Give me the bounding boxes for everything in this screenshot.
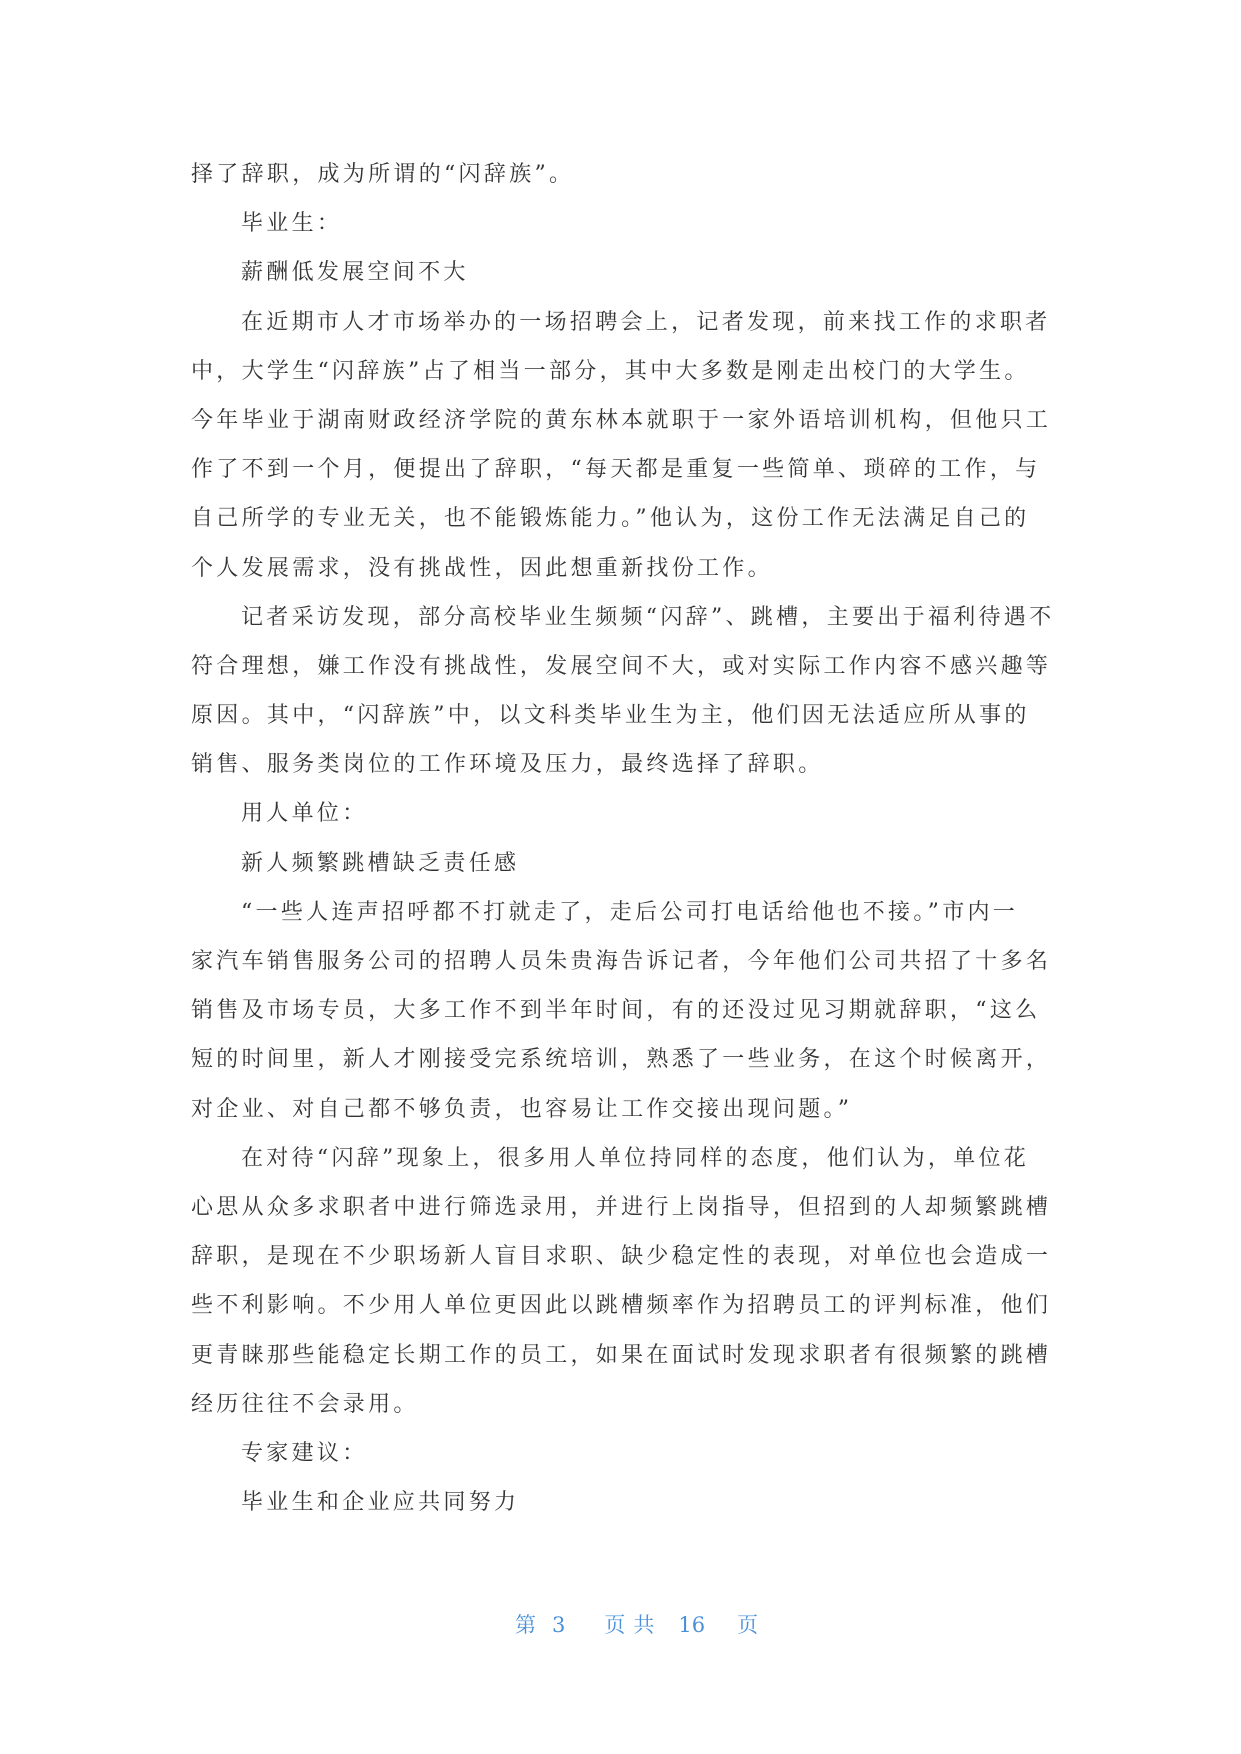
text-line: 中，大学生“闪辞族”占了相当一部分，其中大多数是刚走出校门的大学生。 — [191, 358, 1030, 384]
paragraph-continued — [191, 150, 1091, 199]
text-line: 短的时间里，新人才刚接受完系统培训，熟悉了一些业务，在这个时候离开， — [191, 1047, 1052, 1073]
footer-middle: 页共 — [604, 1613, 663, 1637]
text-line: 辞职，是现在不少职场新人盲目求职、缺少稳定性的表现，对单位也会造成一 — [191, 1244, 1052, 1270]
text-line: 专家建议： — [241, 1440, 368, 1466]
text-line: 经历往往不会录用。 — [191, 1391, 419, 1417]
subheading-employers — [191, 839, 1091, 888]
text-line: 家汽车销售服务公司的招聘人员朱贵海告诉记者，今年他们公司共招了十多名 — [191, 949, 1052, 974]
paragraph — [191, 888, 1091, 1134]
paragraph — [191, 298, 1091, 593]
text-line: 在对待“闪辞”现象上，很多用人单位持同样的态度，他们认为，单位花 — [241, 1145, 1030, 1171]
text-line: 个人发展需求，没有挑战性，因此想重新找份工作。 — [191, 555, 773, 581]
paragraph — [191, 593, 1091, 790]
document-body — [191, 150, 1091, 1527]
footer-prefix: 第 — [515, 1613, 536, 1637]
subheading-experts — [191, 1478, 1091, 1527]
text-line: 择了辞职，成为所谓的“闪辞族”。 — [191, 162, 575, 187]
text-line: 原因。其中，“闪辞族”中，以文科类毕业生为主，他们因无法适应所从事的 — [191, 703, 1030, 729]
text-line: 毕业生和企业应共同努力 — [241, 1490, 520, 1516]
page-footer — [515, 1610, 758, 1640]
text-line: 薪酬低发展空间不大 — [241, 260, 469, 286]
footer-suffix: 页 — [737, 1613, 759, 1637]
section-heading-employers — [191, 789, 1091, 838]
text-line: “一些人连声招呼都不打就走了，走后公司打电话给他也不接。”市内一 — [241, 899, 1019, 925]
text-line: 记者采访发现，部分高校毕业生频频“闪辞”、跳槽，主要出于福利待遇不 — [241, 604, 1055, 630]
text-line: 作了不到一个月，便提出了辞职，“每天都是重复一些简单、琐碎的工作，与 — [191, 457, 1041, 483]
text-line: 销售、服务类岗位的工作环境及压力，最终选择了辞职。 — [191, 752, 824, 778]
text-line: 今年毕业于湖南财政经济学院的黄东林本就职于一家外语培训机构，但他只工 — [191, 407, 1052, 433]
section-heading-graduates — [191, 199, 1091, 248]
text-line: 些不利影响。不少用人单位更因此以跳槽频率作为招聘员工的评判标准，他们 — [191, 1293, 1052, 1319]
text-line: 自己所学的专业无关，也不能锻炼能力。”他认为，这份工作无法满足自己的 — [191, 506, 1030, 532]
text-line: 毕业生： — [241, 211, 343, 237]
subheading-graduates — [191, 248, 1091, 297]
text-line: 销售及市场专员，大多工作不到半年时间，有的还没过见习期就辞职，“这么 — [191, 998, 1041, 1024]
text-line: 新人频繁跳槽缺乏责任感 — [241, 850, 520, 876]
text-line: 对企业、对自己都不够负责，也容易让工作交接出现问题。” — [191, 1096, 853, 1122]
text-line: 在近期市人才市场举办的一场招聘会上，记者发现，前来找工作的求职者 — [241, 309, 1051, 335]
text-line: 用人单位： — [241, 801, 368, 827]
text-line: 更青睐那些能稳定长期工作的员工，如果在面试时发现求职者有很频繁的跳槽 — [191, 1342, 1052, 1368]
page-total: 16 — [678, 1613, 706, 1637]
page-number: 3 — [552, 1613, 566, 1637]
text-line: 符合理想，嫌工作没有挑战性，发展空间不大，或对实际工作内容不感兴趣等 — [191, 653, 1052, 679]
section-heading-experts — [191, 1429, 1091, 1478]
text-line: 心思从众多求职者中进行筛选录用，并进行上岗指导，但招到的人却频繁跳槽 — [191, 1194, 1052, 1220]
paragraph — [191, 1134, 1091, 1429]
